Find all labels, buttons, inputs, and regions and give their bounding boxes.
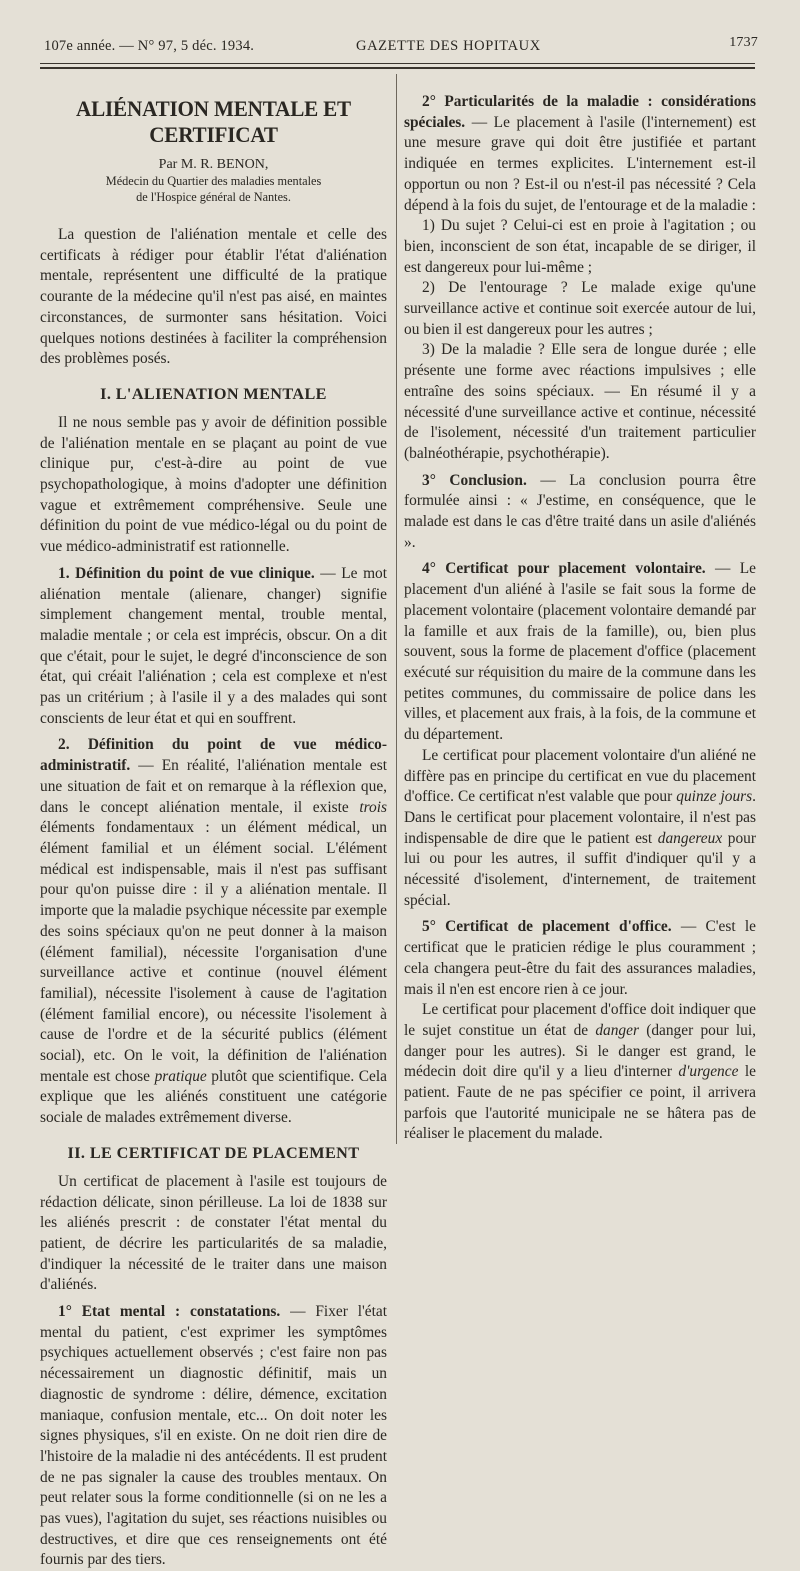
issue-info: 107e année. — N° 97, 5 déc. 1934.: [44, 38, 255, 54]
office-p2-a: Le certificat pour placement d'office doit indiquer que le sujet constitue un état de: [404, 1001, 756, 1039]
section-1-paragraph: Il ne nous semble pas y avoir de définition possible de l'aliénation mentale en se plaçant au point de vue clinique pur, c'est-à-dire au point de vue psychopathologique, à moins d'adopter une définition vague et extrêmement compréhensive. Seule une définition du point de vue médico-légal ou du point de vue médico-administratif est rationnelle.: [40, 413, 387, 556]
section-1-title: I. L'ALIENATION MENTALE: [100, 384, 327, 403]
article-title: ALIÉNATION MENTALE ET CERTIFICAT: [76, 96, 351, 147]
definition-clinical-text: — Le mot aliénation mentale (alienare, changer) signifie simplement changement mental, trouble mental, maladie mentale ; or cela est imprécis, obscur. On a dit que c'était, pour le sujet, le degré d'inconscience de son état, qui créait l'aliénation ; cela est complexe et n'est pas un critérium ; à l'asile il y a des malades qui sont conscients de leur état et qui en souffrent.: [40, 564, 388, 727]
header-rule-thick: [40, 67, 755, 69]
emphasis-quinze-jours: quinze jours: [676, 788, 753, 806]
disease-particulars-item: [404, 92, 756, 216]
office-placement-heading: 5° Certificat de placement d'office.: [422, 918, 672, 936]
voluntary-p2-b: . Dans le certificat pour placement volontaire, il n'est pas indispensable de dire que le patient est: [404, 788, 756, 847]
list-item-subject: 1) Du sujet ? Celui-ci est en proie à l'agitation ; ou bien, inconscient de son état, incapable de se diriger, il est dangereux pour lui-même ;: [404, 217, 756, 276]
conclusion-item: [404, 471, 756, 554]
voluntary-placement-heading: 4° Certificat pour placement volontaire.: [422, 560, 706, 578]
definition-administrative-heading: 2. Définition du point de vue médico-administratif.: [40, 736, 387, 775]
definition-administrative: [40, 735, 387, 1128]
mental-state-text: — Fixer l'état mental du patient, c'est exprimer les symptômes psychiques actuellement observés ; c'est faire non pas nécessairement un diagnostic définitif, mais un diagnostic de syndrome : délire, démence, excitation maniaque, confusion mentale, etc... On doit noter les signes physiques, s'il en existe. On ne doit rien dire de l'histoire de la maladie ni des antécédents. Il est prudent de ne pas signaler la cause des troubles mentaux. On peut relater sous la forme conditionnelle (si on ne les a pas vues), l'agitation du sujet, ses réactions nuisibles ou destructives, et dire que ces renseignements ont été fournis par des tiers.: [40, 1303, 387, 1569]
list-item-disease: 3) De la maladie ? Elle sera de longue durée ; elle présente une forme avec réactions impulsives ; elle entraîne des soins spéciaux. — En résumé il y a nécessité d'une surveillance active et continue, nécessité de l'isolement, nécessité d'un traitement particulier (balnéothérapie, psychothérapie).: [404, 341, 756, 462]
office-p2-b: (danger pour lui, danger pour les autres). Si le danger est grand, le médecin doit dire qu'il y a lieu d'interner: [404, 1021, 756, 1081]
section-2-title: II. LE CERTIFICAT DE PLACEMENT: [67, 1143, 360, 1162]
conclusion-heading: 3° Conclusion.: [422, 471, 527, 489]
page-header: [40, 35, 760, 57]
author-affiliation-2: de l'Hospice général de Nantes.: [136, 189, 291, 204]
office-placement-text: — C'est le certificat que le praticien rédige le plus couramment ; cela changera peut-être du fait des assurances maladies, mais il n'en est encore rien à ce jour.: [404, 918, 756, 998]
emphasis-trois: trois: [359, 798, 387, 816]
section-2-paragraph: Un certificat de placement à l'asile est toujours de rédaction délicate, sinon périlleuse. La loi de 1838 sur les aliénés prescrit : de constater l'état mental du patient, de décrire les particularités de sa maladie, d'indiquer la nécessité de le traiter dans une maison d'aliénés.: [40, 1172, 387, 1294]
intro-paragraph: La question de l'aliénation mentale et celle des certificats à rédiger pour établir l'état d'aliénation mentale, représentent une difficulté de la pratique courante de la médecine qu'il n'est pas aisé, en maintes circonstances, de surmonter sans hésitation. Voici quelques notions destinées à faciliter la compréhension des problèmes posés.: [40, 226, 387, 368]
journal-name: GAZETTE DES HOPITAUX: [356, 38, 541, 54]
article-author: Par M. R. BENON,: [158, 157, 269, 172]
definition-administrative-text-c: plutôt que scientifique. Cela explique que les aliénés constituent une catégorie sociale de malades extrêmement diverse.: [40, 1067, 387, 1127]
voluntary-placement-item: [404, 559, 756, 745]
office-placement-item: [404, 917, 756, 1000]
right-column: [404, 76, 756, 1145]
voluntary-p2-a: Le certificat pour placement volontaire d'un aliéné ne diffère pas en principe du certificat en vue du placement d'office. Ce certificat n'est valable que pour: [404, 746, 756, 806]
definition-administrative-text-a: — En réalité, l'aliénation mentale est une situation de fait et on remarque à la réflexion que, dans le concept aliénation mentale, il existe: [40, 757, 387, 816]
page-number: 1737: [729, 35, 758, 50]
definition-clinical-heading: 1. Définition du point de vue clinique.: [58, 564, 315, 582]
mental-state-heading: 1° Etat mental : constatations.: [58, 1303, 281, 1321]
conclusion-text: — La conclusion pourra être formulée ainsi : « J'estime, en conséquence, que le malade est dans le cas d'être traité dans un asile d'aliénés ».: [404, 471, 756, 551]
mental-state-item: [40, 1302, 387, 1571]
office-placement-paragraph-2: [404, 1000, 756, 1145]
emphasis-danger: danger: [595, 1021, 639, 1039]
column-divider: [396, 74, 397, 1144]
emphasis-urgence: d'urgence: [678, 1063, 739, 1081]
emphasis-pratique: pratique: [154, 1067, 207, 1085]
left-column: [40, 76, 387, 1571]
header-rule-thin: [40, 63, 755, 64]
voluntary-placement-text: — Le placement d'un aliéné à l'asile se fait sous la forme de placement volontaire (placement volontaire demandé par la famille et aux frais de la famille), ou, bien plus souvent, sous la forme de placement d'office (placement exécuté sur réquisition du maire de la commune dans les petites communes, du commissaire de police dans les villes, et placement aux frais, à la fois, de la commune et du département.: [404, 560, 756, 744]
list-item-entourage: 2) De l'entourage ? Le malade exige qu'une surveillance active et continue soit exercée autour de lui, ou bien il est dangereux pour les autres ;: [404, 279, 756, 338]
disease-particulars-text: — Le placement à l'asile (l'internement) est une mesure grave qui doit être justifiée et partant indiquée en termes explicites. L'internement est-il opportun ou non ? Est-il ou n'est-il pas nécessité ? Cela dépend à la fois du sujet, de l'entourage et de la maladie :: [404, 113, 756, 214]
disease-particulars-heading: 2° Particularités de la maladie : considérations spéciales.: [404, 93, 756, 131]
author-affiliation-1: Médecin du Quartier des maladies mentales: [105, 174, 322, 188]
definition-administrative-text-b: éléments fondamentaux : un élément médical, un élément familial et un élément social. L'élément médical est indispensable, mais il n'est pas suffisant pour qu'on puisse dire : il y a aliénation mentale. Il importe que la maladie psychique nécessite par exemple des soins spéciaux qu'on ne peut donner à la maison (élément familial), nécessite l'organisation d'une surveillance active et continue (nouvel élément familial), nécessite l'isolement à cause de l'agitation (élément familial encore), ou nécessite l'isolement à cause de l'ordre et de la sécurité publics (élément social), etc. On le voit, la définition de l'aliénation mentale est chose: [40, 819, 387, 1085]
voluntary-p2-c: pour lui ou pour les autres, il suffit d'indiquer qu'il y a nécessité d'isolement, d'internement, de traitement spécial.: [404, 829, 756, 909]
definition-clinical: [40, 564, 387, 730]
office-p2-c: le patient. Faute de ne pas spécifier ce point, il arrivera parfois que l'autorité municipale ne se hâtera pas de réaliser le placement du malade.: [404, 1063, 756, 1143]
voluntary-placement-paragraph-2: [404, 746, 756, 912]
emphasis-dangereux: dangereux: [657, 829, 723, 847]
